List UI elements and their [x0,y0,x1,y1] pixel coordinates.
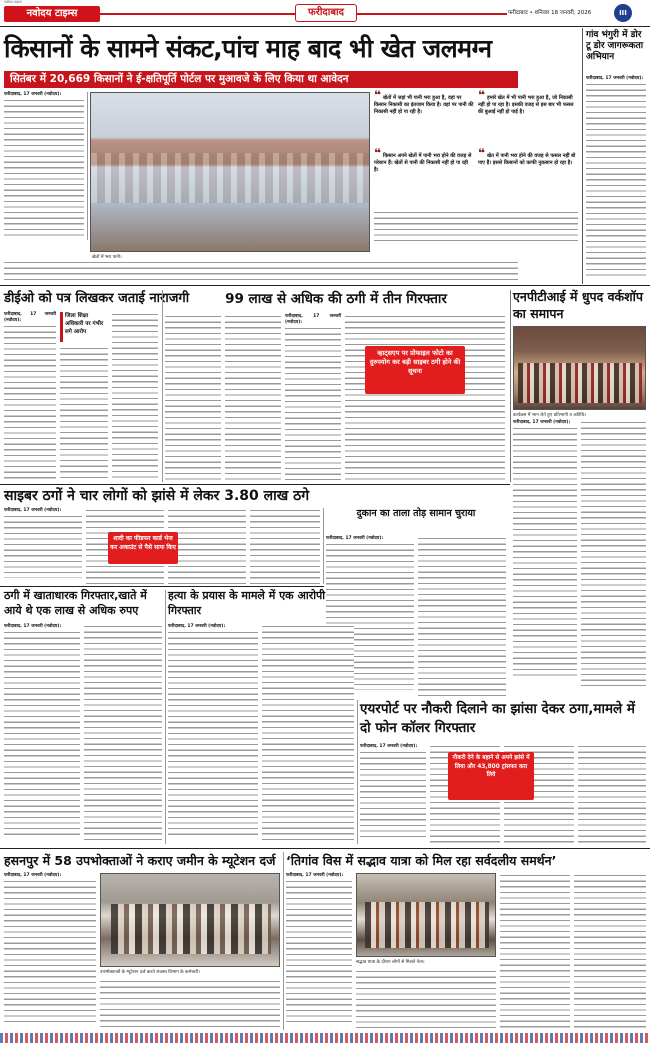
section-rule-1 [0,285,650,286]
col-divider-8 [357,700,358,844]
lead-body-3 [4,260,518,282]
story9 [360,700,646,846]
story5-col-a [4,508,82,584]
sidebar-headline: गांव भंगुरी में डोर टू डोर जागरूकता अभियान [586,30,644,62]
story3-red-box [365,346,465,394]
quote-mark-icon: ❝ [374,88,382,102]
story2-inset-title: जिला शिक्षा अधिकारी पर गंभीर लगे आरोप [65,313,104,335]
lead-quote-1 [374,88,474,148]
story10-col-a [4,873,96,1029]
lead-photo-caption: खेतों में भरा पानी। [92,255,122,260]
section-rule-3 [0,586,324,587]
story11-body-b [356,969,496,1029]
story7-dateline: फरीदाबाद, 17 जनवरी (नवोदय): [4,624,62,629]
story9-body-d [578,744,646,844]
story4-body-a [513,426,577,680]
story9-red-box [448,752,534,800]
story3-col-b [225,314,281,480]
story8-headline: हत्या के प्रयास के मामले में एक आरोपी गिरफ्तार [168,589,326,617]
story10 [4,851,280,1031]
story2-col-a [4,312,56,480]
story11-photo-people [365,902,489,948]
lead-quote-3 [374,146,474,208]
quote-mark-icon: ❝ [374,146,382,160]
story11 [286,851,646,1031]
story2-body-c [112,312,158,480]
story7-body-b [84,624,162,844]
story9-body-a [360,750,426,838]
lead-text-col-1 [4,92,84,240]
quote-mark-icon: ❝ [478,146,486,160]
story4 [513,288,646,688]
story5-red-box [108,532,178,564]
paper-name: नवोदय टाइम्स [26,8,78,19]
lead-quote-4 [478,146,578,208]
story3-col-c [285,314,341,480]
story3-body-a [165,314,221,480]
story10-body-b [100,979,280,1029]
story11-photo [356,873,496,957]
story10-dateline: फरीदाबाद, 17 जनवरी (नवोदय): [4,873,62,878]
sidebar-divider [582,28,583,284]
story2-headline: डीईओ को पत्र लिखकर जताई नाराजगी [4,291,190,306]
story6-dateline: फरीदाबाद, 17 जनवरी (नवोदय): [326,536,384,541]
story3-red-box-text: व्हाट्सएप पर प्रोफाइल फोटो का दुरुपयोग कर बड़ी साइबर ठगी होने की सूचना [369,349,461,375]
story10-photo [100,873,280,967]
lead-quote-2-text: हमारे खेत में भी पानी भरा हुआ है, जो निकासी नहीं हो पा रहा है। इसकी वजह से इस बार भी फसल की बुआई नहीं हो पाई है। [478,95,574,115]
story11-photo-caption: सद्भाव यात्रा के दौरान लोगों से मिलते नेता। [356,960,425,965]
lead-body-2 [374,210,578,242]
date-line: फरीदाबाद • शनिवार 18 जनवरी, 2026 [508,10,592,16]
city-label: फरीदाबाद [308,7,344,18]
footer-strip [0,1033,650,1043]
story7 [4,588,162,846]
lead-quote-3-text: किसान अपने खेतों में पानी भरा होने की वजह से परेशान हैं। खेतों से पानी की निकासी नहीं हो पा रही है। [374,153,472,173]
flooded-field-reflection [91,153,369,203]
lead-headline: किसानों के सामने संकट,पांच माह बाद भी खेत जलमग्न [4,34,492,63]
story10-body-a [4,879,96,1023]
story4-dateline: फरीदाबाद, 17 जनवरी (नवोदय): [513,420,571,425]
lead-dateline: फरीदाबाद, 17 जनवरी (नवोदय): [4,92,62,97]
masthead-small-text: नवोदय टाइम्स [4,0,22,4]
story3 [165,288,507,483]
lead-quote-4-text: खेत में पानी भरा होने की वजह से फसल नहीं बो पाए हैं। इससे किसानों को काफी नुकसान हो रहा है। [478,153,576,166]
story9-red-box-text: नौकरी देने के बहाने से अपने झांसे में लिया और 43,800 ट्रांसफर करा लिये [452,755,530,778]
quote-mark-icon: ❝ [478,88,486,102]
story9-headline: एयरपोर्ट पर नौकरी दिलाने का झांसा देकर ठगा,मामले में दो फोन कॉलर गिरफ्तार [360,701,635,736]
story11-body-a [286,879,352,1023]
masthead-logo-box [4,6,100,22]
story11-dateline: फरीदाबाद, 17 जनवरी (नवोदय): [286,873,344,878]
story4-photo [513,326,646,410]
section-rule-4 [0,848,650,849]
story10-headline: हसनपुर में 58 उपभोक्ताओं ने कराए जमीन के म्यूटेशन दर्ज [4,853,276,868]
story11-body-d [574,873,646,1029]
lead-headline-box [4,29,518,69]
story8 [168,588,354,846]
story8-body-b [262,624,354,844]
story10-photo-caption: उपभोक्ताओं के म्यूटेशन दर्ज करते राजस्व विभाग के कर्मचारी। [100,970,200,975]
col-divider-3 [510,290,511,482]
lead-subhead-bar [4,71,518,88]
sidebar-dateline: फरीदाबाद, 17 जनवरी (नवोदय): [586,76,644,81]
sidebar-story [586,30,646,282]
story5-headline: साइबर ठगों ने चार लोगों को झांसे में लेकर 3.80 लाख ठगे [4,488,310,504]
story6-body-b [418,536,506,696]
lead-col-divider [87,92,88,240]
story2-dateline: फरीदाबाद, 17 जनवरी (नवोदय): [4,312,56,323]
story3-headline: 99 लाख से अधिक की ठगी में तीन गिरफ्तार [225,291,447,307]
masthead-bottom-rule [0,26,650,27]
lead-subhead: सितंबर में 20,669 किसानों ने ई-क्षतिपूर्ति पोर्टल पर मुआवजे के लिए किया था आवेदन [10,73,349,85]
section-rule-2 [0,484,510,485]
story3-body-b [225,314,281,480]
story11-col-a [286,873,352,1029]
story8-dateline: फरीदाबाद, 17 जनवरी (नवोदय): [168,624,226,629]
story3-dateline: फरीदाबाद, 17 जनवरी (नवोदय): [285,314,341,325]
story2 [4,288,190,483]
story8-body-a [168,630,258,838]
story4-photo-people [518,363,642,403]
page-number: III [619,9,627,17]
masthead [0,0,650,26]
story6-headline: दुकान का ताला तोड़ सामान चुराया [356,508,476,519]
masthead-rule [100,13,295,15]
story5-body-a [4,514,82,578]
col-divider-2 [162,290,163,482]
story5-dateline: फरीदाबाद, 17 जनवरी (नवोदय): [4,508,62,513]
lead-photo [90,92,370,252]
story10-photo-people [111,904,271,954]
story4-headline: एनपीटीआई में धुपद वर्कशॉप का समापन [513,289,643,321]
story3-body-c [285,326,341,480]
story9-col-a [360,744,426,844]
story7-col-a [4,624,80,844]
story11-body-c [500,873,570,1029]
col-divider-7 [165,590,166,844]
story5-body-d [250,508,320,584]
story4-col-a [513,420,577,686]
story9-dateline: फरीदाबाद, 17 जनवरी (नवोदय): [360,744,418,749]
city-label-box [295,4,357,22]
col-divider-5 [323,508,324,584]
story4-photo-caption: कार्यक्रम में भाग लेते हुए प्रतिभागी व अतिथि। [513,413,587,418]
col-divider-10 [283,852,284,1030]
story2-body-b [60,346,108,480]
lead-quote-2 [478,88,578,148]
lead-quote-1-text: खेतों में जहां भी पानी भरा हुआ है, वहां पर किसान निकासी का इंतजाम किया है। वहां पर पानी की निकासी नहीं हो पा रही है। [374,95,474,115]
story4-body-b [581,420,646,686]
story7-body-a [4,630,80,838]
story2-inset [60,312,108,342]
story11-headline: ‘तिगांव विस में सद्भाव यात्रा को मिल रहा सर्वदलीय समर्थन’ [286,853,557,868]
story5-red-box-text: शादी का फीडफर कार्ड भेज कर अकाउंट से पैसे साफ किए [110,535,176,551]
story3-body-d [345,314,505,480]
masthead-rule-right [357,13,507,15]
story2-body-a [4,324,56,480]
lead-body-1 [4,98,84,236]
page-number-badge [614,4,632,22]
sidebar-body [586,82,646,278]
story5-body-c [168,508,246,584]
story8-col-a [168,624,258,844]
story7-headline: ठगी में खाताधारक गिरफ्तार,खाते में आये थे एक लाख से अधिक रुपए [4,589,147,617]
